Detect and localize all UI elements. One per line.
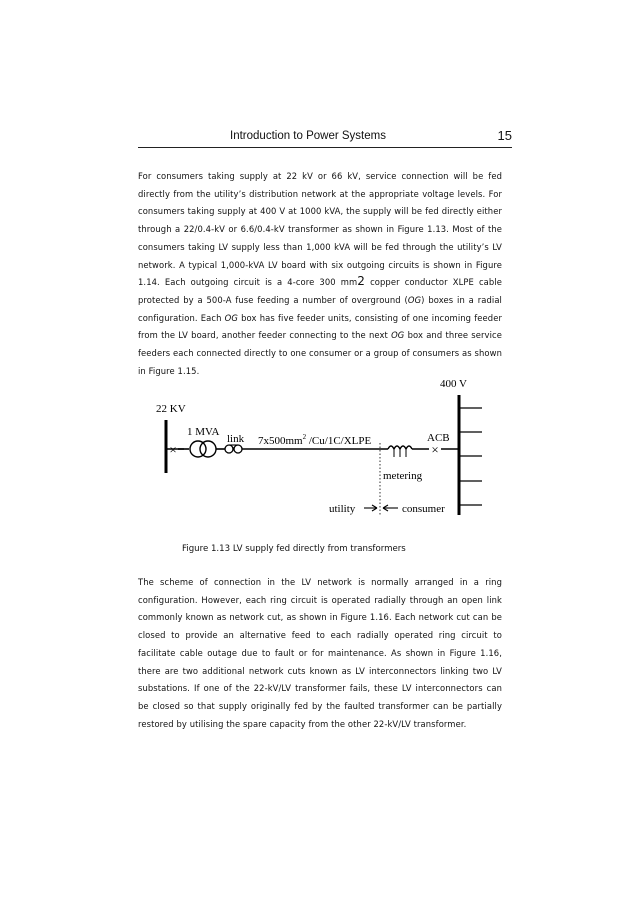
header-rule (138, 147, 512, 148)
paragraph1-text-a: For consumers taking supply at 22 kV or 66 kV, service connection will be fed directly from the utility’s distribution network at the appropriate voltage levels. For consumers taking supply at 400 V at 1000 kVA, the supply will be fed directly either through a 22/0.4-kV or 6.6/0.4-kV transformer as shown in Figure 1.13. Most of the consumers taking LV supply less than 1,000 kVA will be fed through the utility’s LV network. A typical 1,000-kVA LV board with six outgoing circuits is shown in Figure 1.14. Each outgoing circuit is a 4-core 300 mm (138, 171, 502, 288)
og-term: OG (391, 330, 405, 341)
cable-spec-label: $7x500mm^2$ /Cu/1C/XLPE (258, 433, 372, 447)
acb-label: ACB (427, 432, 450, 444)
paragraph1-text-b: copper conductor XLPE cable protected by a 500-A fuse feeding a number of overground ( (138, 277, 502, 305)
single-line-diagram (148, 365, 498, 525)
figure-caption: Figure 1.13 LV supply fed directly from transformers (182, 544, 406, 554)
paragraph1-text-c: ) boxes in a radial configuration. Each (138, 294, 502, 323)
paragraph1-text-d: box has five feeder units, consisting of one incoming feeder from the LV board, another feeder connecting to the next (138, 312, 502, 341)
body-paragraph-2: The scheme of connection in the LV network is normally arranged in a ring configuration. However, each ring circuit is operated radially through an open link commonly known as network cut, as shown in Figure 1.16. Each network cut can be closed to provide an alternative feed to each radially operated ring circuit to facilitate cable outage due to fault or for maintenance. As shown in Figure 1.16, there are two additional network cuts known as LV interconnectors linking two LV substations. If one of the 22-kV/LV transformer fails, these LV interconnectors can be closed so that supply originally fed by the faulted transformer can be partially restored by utilising the spare capacity from the other 22-kV/LV transformer. (138, 577, 502, 729)
metering-label: metering (383, 470, 423, 482)
superscript-2: 2 (357, 274, 366, 289)
link-symbol-2 (234, 445, 242, 453)
transformer-winding-1 (190, 441, 206, 457)
utility-label: utility (329, 503, 356, 515)
acb-breaker-x: × (431, 442, 439, 457)
page-header (138, 130, 512, 146)
hv-breaker-x: × (169, 442, 177, 457)
transformer-winding-2 (200, 441, 216, 457)
transformer-rating-label: 1 MVA (187, 426, 220, 438)
page-number: 15 (497, 128, 512, 143)
consumer-label: consumer (402, 503, 445, 515)
running-title: Introduction to Power Systems (230, 130, 386, 142)
paragraph1-text-e: box and three service feeders each connected directly to one consumer or a group of consumers as shown in Figure 1.15. (138, 330, 502, 376)
og-term: OG (407, 294, 422, 305)
link-label: link (227, 433, 245, 445)
hv-voltage-label: 22 KV (156, 403, 186, 415)
og-term: OG (224, 312, 238, 323)
metering-coil (388, 446, 412, 449)
body-paragraph-1 (138, 168, 502, 380)
lv-voltage-label: 400 V (440, 378, 467, 390)
link-symbol-1 (225, 445, 233, 453)
